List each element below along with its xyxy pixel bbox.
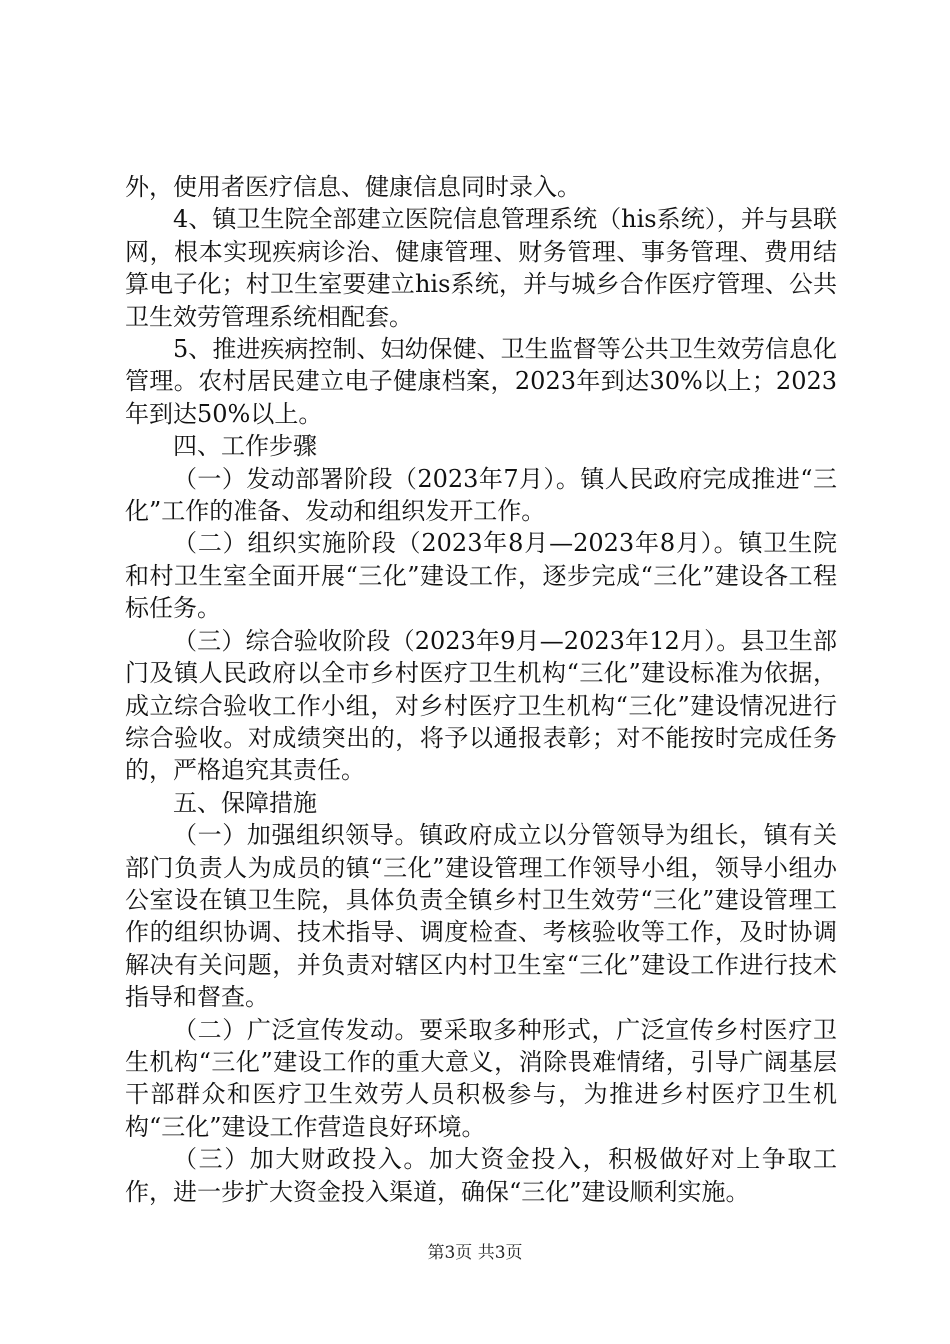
document-body bbox=[125, 171, 837, 1208]
paragraph: 4、镇卫生院全部建立医院信息管理系统（his系统），并与县联网，根本实现疾病诊治、健康管理、财务管理、事务管理、费用结算电子化；村卫生室要建立his系统，并与城乡合作医疗管理、公共卫生效劳管理系统相配套。 bbox=[125, 205, 837, 331]
section-heading: 四、工作步骤 bbox=[173, 432, 317, 461]
page-number-footer: 第3页 共3页 bbox=[427, 1243, 523, 1263]
paragraph: （三）加大财政投入。加大资金投入，积极做好对上争取工作，进一步扩大资金投入渠道，确保“三化”建设顺利实施。 bbox=[125, 1145, 837, 1206]
paragraph: （二）广泛宣传发动。要采取多种形式，广泛宣传乡村医疗卫生机构“三化”建设工作的重大意义，消除畏难情绪，引导广阔基层干部群众和医疗卫生效劳人员积极参与，为推进乡村医疗卫生机构“三化”建设工作营造良好环境。 bbox=[125, 1015, 837, 1141]
paragraph: 外，使用者医疗信息、健康信息同时录入。 bbox=[125, 173, 581, 201]
paragraph: （三）综合验收阶段（2023年9月—2023年12月）。县卫生部门及镇人民政府以全市乡村医疗卫生机构“三化”建设标准为依据，成立综合验收工作小组，对乡村医疗卫生机构“三化”建设情况进行综合验收。对成绩突出的，将予以通报表彰；对不能按时完成任务的，严格追究其责任。 bbox=[125, 626, 837, 785]
paragraph: 5、推进疾病控制、妇幼保健、卫生监督等公共卫生效劳信息化管理。农村居民建立电子健康档案，2023年到达30%以上；2023年到达50%以上。 bbox=[125, 335, 837, 428]
paragraph: （一）加强组织领导。镇政府成立以分管领导为组长，镇有关部门负责人为成员的镇“三化”建设管理工作领导小组，领导小组办公室设在镇卫生院，具体负责全镇乡村卫生效劳“三化”建设管理工作的组织协调、技术指导、调度检查、考核验收等工作，及时协调解决有关问题，并负责对辖区内村卫生室“三化”建设工作进行技术指导和督查。 bbox=[125, 821, 837, 1012]
paragraph: （二）组织实施阶段（2023年8月—2023年8月）。镇卫生院和村卫生室全面开展“三化”建设工作，逐步完成“三化”建设各工程标任务。 bbox=[125, 529, 837, 623]
paragraph: （一）发动部署阶段（2023年7月）。镇人民政府完成推进“三化”工作的准备、发动和组织发开工作。 bbox=[125, 464, 837, 526]
section-heading: 五、保障措施 bbox=[173, 788, 317, 817]
